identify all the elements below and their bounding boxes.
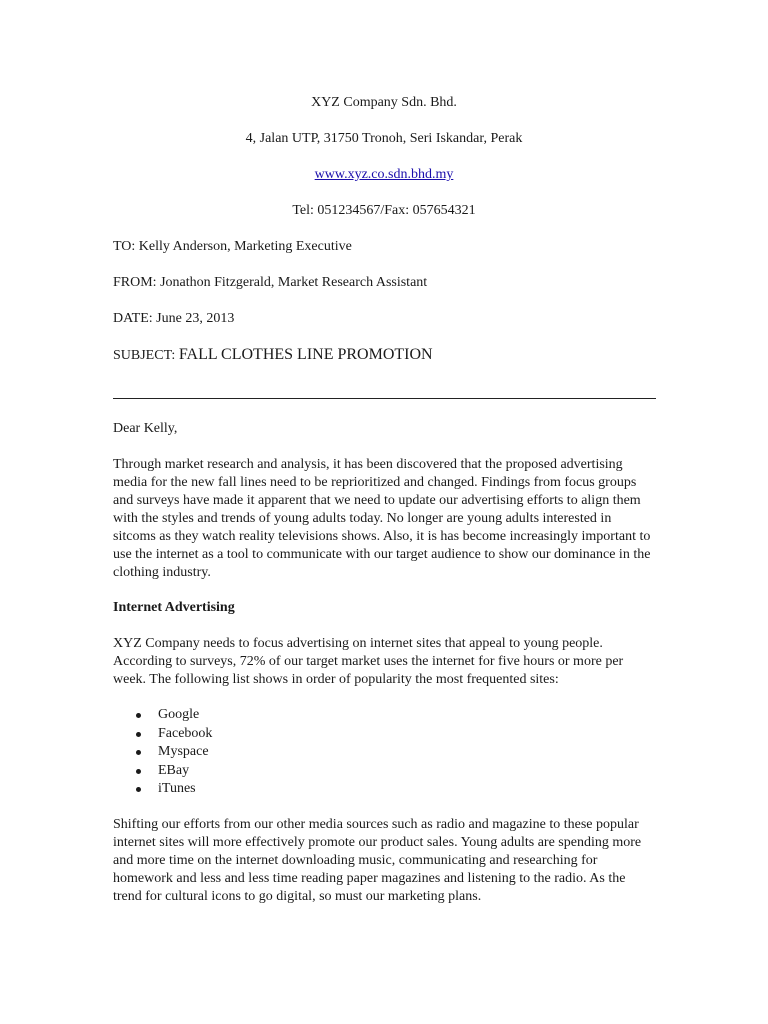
site-name: Myspace (158, 744, 209, 759)
greeting: Dear Kelly, (113, 421, 178, 436)
bullet-icon (136, 787, 141, 792)
list-item (113, 743, 212, 762)
list-item (113, 780, 212, 799)
list-item (113, 706, 212, 725)
bullet-icon (136, 769, 141, 774)
from-line: FROM: Jonathon Fitzgerald, Market Research Assistant (113, 275, 428, 290)
bullet-icon (136, 732, 141, 737)
site-name: EBay (158, 762, 190, 778)
website-link[interactable]: www.xyz.co.sdn.bhd.my (314, 167, 454, 182)
closing-paragraph: Shifting our efforts from our other media sources such as radio and magazine to these popular internet sites will more effectively promote our product sales. Young adults are spending more and more time on the internet downloading music, communicating and researching for homework and less and less time reading paper magazines and listening to the radio. As the trend for cultural icons to go digital, so must our marketing plans. (113, 817, 642, 904)
divider-rule (113, 398, 656, 399)
list-item (113, 762, 212, 781)
bullet-icon (136, 750, 141, 755)
sites-list (113, 706, 212, 799)
subject-value: FALL CLOTHES LINE PROMOTION (178, 346, 433, 363)
contact-line: Tel: 051234567/Fax: 057654321 (292, 203, 476, 218)
website-line (0, 166, 768, 184)
subject-line (113, 346, 433, 365)
site-name: Facebook (158, 725, 213, 741)
site-name: Google (158, 707, 200, 722)
section-paragraph: XYZ Company needs to focus advertising on internet sites that appeal to young people. According to surveys, 72% of our target market uses the internet for five hours or more per week. The following list shows in order of popularity the most frequented sites: (113, 636, 624, 687)
to-line: TO: Kelly Anderson, Marketing Executive (113, 239, 352, 254)
company-address: 4, Jalan UTP, 31750 Tronoh, Seri Iskandar, Perak (245, 131, 523, 146)
date-line: DATE: June 23, 2013 (113, 311, 235, 326)
subject-label: SUBJECT: (113, 348, 179, 363)
bullet-icon (136, 713, 141, 718)
list-item (113, 725, 212, 744)
intro-paragraph: Through market research and analysis, it has been discovered that the proposed advertising media for the new fall lines need to be reprioritized and changed. Findings from focus groups and surveys have made it apparent that we need to update our advertising efforts to align them with the styles and trends of young adults today. No longer are young adults interested in sitcoms as they watch reality televisions shows. Also, it is has become increasingly important to use the internet as a tool to communicate with our target audience to show our dominance in the clothing industry. (113, 457, 651, 580)
company-name: XYZ Company Sdn. Bhd. (311, 95, 457, 110)
site-name: iTunes (158, 781, 196, 796)
section-heading: Internet Advertising (113, 600, 235, 615)
